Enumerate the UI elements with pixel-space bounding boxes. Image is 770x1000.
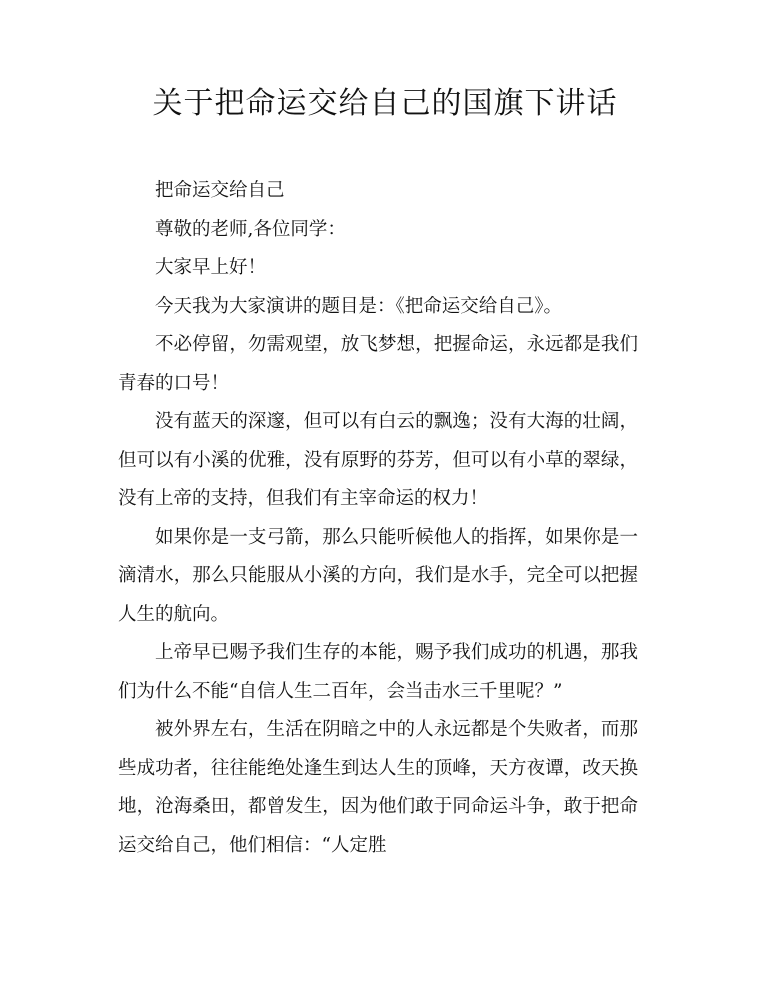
paragraph: 不必停留，勿需观望，放飞梦想，把握命运，永远都是我们青春的口号！ xyxy=(118,334,638,394)
paragraph: 上帝早已赐予我们生存的本能，赐予我们成功的机遇，那我们为什么不能“自信人生二百年，会当击水三千里呢？” xyxy=(118,642,638,702)
paragraph-subtitle: 把命运交给自己 xyxy=(155,180,285,201)
paragraph-greeting: 大家早上好！ xyxy=(155,257,267,278)
paragraph-salutation: 尊敬的老师,各位同学： xyxy=(155,218,346,240)
paragraph: 被外界左右，生活在阴暗之中的人永远都是个失败者，而那些成功者，往往能绝处逢生到达人生的顶峰，天方夜谭，改天换地，沧海桑田，都曾发生，因为他们敢于同命运斗争，敢于把命运交给自己，他们相信：“人定胜 xyxy=(118,719,638,856)
paragraph: 如果你是一支弓箭，那么只能听候他人的指挥，如果你是一滴清水，那么只能服从小溪的方向，我们是水手，完全可以把握人生的航向。 xyxy=(118,526,638,625)
document-title: 关于把命运交给自己的国旗下讲话 xyxy=(152,86,618,121)
paragraph: 没有蓝天的深邃，但可以有白云的飘逸；没有大海的壮阔，但可以有小溪的优雅，没有原野的芬芳，但可以有小草的翠绿，没有上帝的支持，但我们有主宰命运的权力！ xyxy=(118,411,638,509)
document-body xyxy=(118,172,638,865)
paragraph-topic: 今天我为大家演讲的题目是：《把命运交给自己》。 xyxy=(155,295,563,317)
